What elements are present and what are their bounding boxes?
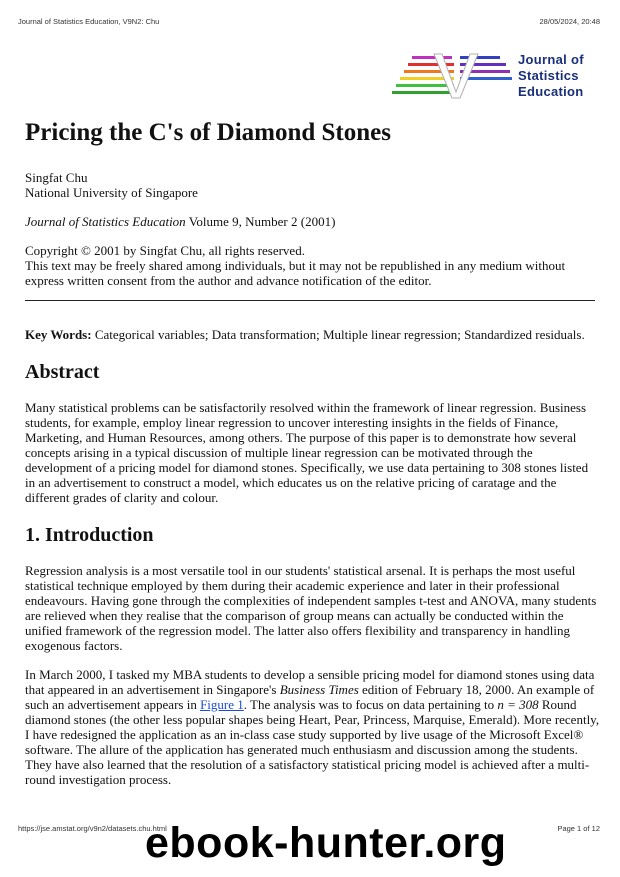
browser-header-datetime: 28/05/2024, 20:48 (539, 17, 600, 26)
author-name: Singfat Chu (25, 170, 88, 185)
intro-text-b: edition of February 18, 2000. An example of such an advertisement appears in (25, 682, 595, 712)
intro-text-c: . The analysis was to focus on data pertaining to (243, 697, 498, 712)
intro-paragraph-1: Regression analysis is a most versatile tool in our students' statistical arsenal. It is perhaps the most useful statistical technique employed by them during their academic experience and later in their professional endeavours. Having gone through the complexities of independent samples t-test and ANOVA, many students are relieved when they realise that the comparison of group means can actually be conducted within the unified framework of the regression model. The latter also offers flexibility and transparency in handling exogenous factors. (25, 563, 597, 653)
rainbow-v-logo-icon (390, 52, 515, 100)
logo-line-2: Statistics (518, 68, 579, 83)
copyright-notice (25, 243, 600, 288)
author-affiliation: National University of Singapore (25, 185, 198, 200)
watermark-text: ebook-hunter.org (145, 819, 507, 867)
sample-size: n = 308 (497, 697, 539, 712)
journal-name: Journal of Statistics Education (25, 214, 186, 229)
abstract-heading: Abstract (25, 361, 100, 383)
logo-line-3: Education (518, 84, 584, 99)
page-title: Pricing the C's of Diamond Stones (25, 119, 391, 146)
abstract-text: Many statistical problems can be satisfactorily resolved within the framework of linear regression. Business students, for example, employ linear regression to uncover interesting insights in the fields of Finance, Marketing, and Human Resources, among others. The purpose of this paper is to demonstrate how several concepts arising in a typical discussion of multiple linear regression can be motivated through the development of a pricing model for diamond stones. Specifically, we use data pertaining to 308 stones listed in an advertisement to construct a model, which educates us on the relative pricing of caratage and the different grades of clarity and colour. (25, 400, 589, 505)
intro-text-a: In March 2000, I tasked my MBA students to develop a sensible pricing model for diamond stones using data that appeared in an advertisement in Singapore's (25, 667, 595, 697)
sharing-notice: This text may be freely shared among individuals, but it may not be republished in any medium without express written consent from the author and advance notification of the editor. (25, 258, 566, 288)
keywords-label: Key Words: (25, 327, 92, 342)
logo-line-1: Journal of (518, 52, 584, 67)
browser-header-title: Journal of Statistics Education, V9N2: Chu (18, 17, 160, 26)
journal-logo (390, 52, 595, 102)
introduction-heading: 1. Introduction (25, 524, 154, 546)
author-block (25, 170, 600, 200)
keywords-text: Categorical variables; Data transformation; Multiple linear regression; Standardized residuals. (91, 327, 585, 342)
intro-text-d: Round diamond stones (the other less popular shapes being Heart, Pear, Princess, Marquise, Emerald). More recently, I have redesigned the application as an in-class case study supported by live usage of the Microsoft Excel® software. The allure of the application has generated much enthusiasm and discussion among the students. They have also learned that the resolution of a satisfactory statistical pricing model is achieved after a multi-round investigation process. (25, 697, 600, 787)
keywords (25, 327, 600, 342)
journal-logo-text (518, 52, 584, 100)
intro-paragraph-2 (25, 667, 600, 787)
section-divider (25, 300, 595, 301)
business-times-title: Business Times (279, 682, 359, 697)
article-content (25, 118, 600, 801)
browser-footer-url: https://jse.amstat.org/v9n2/datasets.chu.html (18, 824, 167, 833)
figure-1-link[interactable]: Figure 1 (200, 697, 244, 712)
browser-footer-page: Page 1 of 12 (557, 824, 600, 833)
copyright-line: Copyright © 2001 by Singfat Chu, all rights reserved. (25, 243, 305, 258)
citation-volume: Volume 9, Number 2 (2001) (185, 214, 336, 229)
citation (25, 214, 600, 229)
